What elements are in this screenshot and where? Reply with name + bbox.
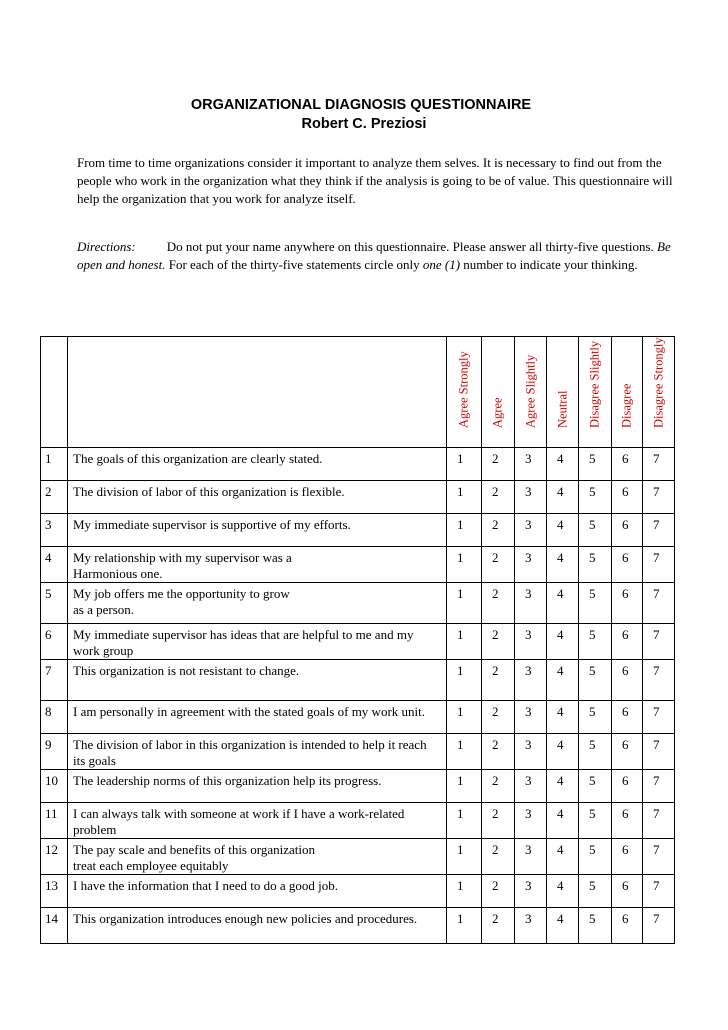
rating-option-cell[interactable]: [515, 448, 547, 481]
rating-option-value: 4: [557, 737, 564, 752]
question-number: 10: [41, 770, 68, 803]
rating-option-cell[interactable]: [643, 803, 675, 839]
rating-option-cell[interactable]: [515, 701, 547, 734]
rating-option-cell[interactable]: [482, 547, 515, 583]
rating-option-value: 6: [622, 663, 629, 678]
question-statement: [68, 701, 447, 734]
rating-option-value: 5: [589, 806, 596, 821]
rating-option-cell[interactable]: [579, 839, 612, 875]
question-row: [41, 660, 675, 701]
rating-option-cell[interactable]: [515, 908, 547, 944]
rating-option-value: 1: [457, 517, 464, 532]
statement-line: work group: [73, 643, 134, 658]
rating-option-value: 2: [492, 586, 499, 601]
question-statement: [68, 481, 447, 514]
document-author: Robert C. Preziosi: [301, 116, 427, 132]
rating-option-value: 7: [653, 704, 660, 719]
statement-line: My immediate supervisor is supportive of my efforts.: [73, 517, 351, 532]
rating-option-value: 4: [557, 842, 564, 857]
scale-header-cell: [547, 337, 579, 448]
rating-option-cell[interactable]: [447, 481, 482, 514]
rating-option-value: 2: [492, 517, 499, 532]
rating-option-cell[interactable]: [482, 481, 515, 514]
question-row: [41, 481, 675, 514]
questionnaire-table: [40, 336, 675, 944]
scale-header-label: Disagree Strongly: [651, 337, 665, 428]
rating-option-value: 2: [492, 737, 499, 752]
rating-option-value: 6: [622, 911, 629, 926]
rating-option-cell[interactable]: [643, 660, 675, 701]
rating-option-cell[interactable]: [482, 660, 515, 701]
rating-option-cell[interactable]: [515, 803, 547, 839]
question-statement: [68, 624, 447, 660]
statement-line: as a person.: [73, 602, 135, 617]
rating-option-cell[interactable]: [579, 770, 612, 803]
rating-option-value: 6: [622, 842, 629, 857]
rating-option-cell[interactable]: [643, 547, 675, 583]
intro-paragraph: From time to time organizations consider it important to analyze them selves. It is necessary to find out from the people who work in the organization what they think if the analysis is going to be of value. This questionnaire will help the organization that you work for analyze itself.: [77, 155, 673, 206]
rating-option-cell[interactable]: [612, 803, 643, 839]
rating-option-value: 7: [653, 451, 660, 466]
rating-option-cell[interactable]: [515, 875, 547, 908]
question-number: 4: [41, 547, 68, 583]
rating-option-value: 5: [589, 878, 596, 893]
rating-option-value: 3: [525, 663, 532, 678]
question-statement: [68, 514, 447, 547]
rating-option-value: 3: [525, 550, 532, 565]
rating-option-cell[interactable]: [447, 770, 482, 803]
rating-option-cell[interactable]: [579, 514, 612, 547]
rating-option-cell[interactable]: [643, 875, 675, 908]
scale-header-label: Disagree Slightly: [587, 340, 602, 428]
rating-option-cell[interactable]: [547, 908, 579, 944]
rating-option-cell[interactable]: [643, 908, 675, 944]
rating-option-cell[interactable]: [612, 624, 643, 660]
rating-option-value: 5: [589, 663, 596, 678]
question-number: 8: [41, 701, 68, 734]
directions-text-2: For each of the thirty-five statements circle only: [165, 257, 423, 272]
rating-option-value: 4: [557, 484, 564, 499]
rating-option-value: 7: [653, 773, 660, 788]
rating-option-value: 6: [622, 451, 629, 466]
rating-option-cell[interactable]: [447, 660, 482, 701]
rating-option-value: 1: [457, 773, 464, 788]
rating-option-cell[interactable]: [579, 908, 612, 944]
rating-option-cell[interactable]: [579, 624, 612, 660]
rating-option-value: 7: [653, 806, 660, 821]
question-number: 5: [41, 583, 68, 624]
rating-option-value: 4: [557, 517, 564, 532]
rating-option-cell[interactable]: [547, 624, 579, 660]
rating-option-value: 6: [622, 550, 629, 565]
rating-option-value: 2: [492, 704, 499, 719]
rating-option-value: 5: [589, 627, 596, 642]
rating-option-cell[interactable]: [515, 514, 547, 547]
statement-line: The leadership norms of this organization help its progress.: [73, 773, 382, 788]
directions-emphasis-1: Be open and honest.: [77, 239, 671, 272]
statement-line: The division of labor of this organization is flexible.: [73, 484, 345, 499]
rating-option-cell[interactable]: [612, 481, 643, 514]
rating-option-value: 7: [653, 550, 660, 565]
rating-option-cell[interactable]: [515, 624, 547, 660]
rating-option-cell[interactable]: [482, 701, 515, 734]
rating-option-value: 4: [557, 627, 564, 642]
rating-option-cell[interactable]: [547, 734, 579, 770]
rating-option-cell[interactable]: [447, 624, 482, 660]
question-statement: [68, 734, 447, 770]
rating-option-cell[interactable]: [547, 660, 579, 701]
rating-option-cell[interactable]: [515, 547, 547, 583]
rating-option-cell[interactable]: [515, 734, 547, 770]
rating-option-value: 1: [457, 451, 464, 466]
rating-option-cell[interactable]: [447, 701, 482, 734]
rating-option-cell[interactable]: [547, 448, 579, 481]
rating-option-value: 7: [653, 627, 660, 642]
scale-header-label: Disagree: [619, 383, 634, 428]
question-number: 14: [41, 908, 68, 944]
directions-label: Directions:: [77, 239, 136, 254]
rating-option-value: 4: [557, 704, 564, 719]
rating-option-value: 7: [653, 484, 660, 499]
rating-option-value: 2: [492, 451, 499, 466]
rating-option-cell[interactable]: [447, 908, 482, 944]
rating-option-cell[interactable]: [515, 839, 547, 875]
statement-line: This organization introduces enough new policies and procedures.: [73, 911, 418, 926]
rating-option-cell[interactable]: [547, 875, 579, 908]
rating-option-value: 4: [557, 911, 564, 926]
rating-option-cell[interactable]: [579, 660, 612, 701]
rating-option-cell[interactable]: [612, 839, 643, 875]
rating-option-value: 5: [589, 737, 596, 752]
scale-header-cell: [447, 337, 482, 448]
questionnaire-body: [41, 337, 675, 944]
statement-line: Harmonious one.: [73, 566, 163, 581]
rating-option-value: 3: [525, 484, 532, 499]
header-statement-cell: [68, 337, 447, 448]
rating-option-value: 4: [557, 663, 564, 678]
question-number: 11: [41, 803, 68, 839]
rating-option-cell[interactable]: [612, 547, 643, 583]
rating-option-value: 7: [653, 878, 660, 893]
question-statement: [68, 770, 447, 803]
scale-header-row: [41, 337, 675, 448]
question-statement: [68, 803, 447, 839]
rating-option-cell[interactable]: [482, 514, 515, 547]
statement-line: I can always talk with someone at work if I have a work-related: [73, 806, 405, 821]
question-row: [41, 514, 675, 547]
directions-text-3: number to indicate your thinking.: [460, 257, 638, 272]
question-statement: [68, 908, 447, 944]
rating-option-cell[interactable]: [612, 660, 643, 701]
rating-option-cell[interactable]: [579, 583, 612, 624]
rating-option-value: 1: [457, 627, 464, 642]
statement-line: I have the information that I need to do a good job.: [73, 878, 338, 893]
rating-option-value: 3: [525, 806, 532, 821]
rating-option-value: 3: [525, 451, 532, 466]
rating-option-value: 4: [557, 773, 564, 788]
rating-option-cell[interactable]: [547, 839, 579, 875]
statement-line: My immediate supervisor has ideas that are helpful to me and my: [73, 627, 414, 642]
question-number: 2: [41, 481, 68, 514]
rating-option-value: 7: [653, 663, 660, 678]
rating-option-cell[interactable]: [612, 770, 643, 803]
rating-option-value: 5: [589, 773, 596, 788]
rating-option-value: 5: [589, 517, 596, 532]
rating-option-cell[interactable]: [547, 547, 579, 583]
rating-option-value: 3: [525, 911, 532, 926]
rating-option-value: 2: [492, 911, 499, 926]
rating-option-cell[interactable]: [515, 770, 547, 803]
rating-option-cell[interactable]: [612, 701, 643, 734]
rating-option-value: 6: [622, 806, 629, 821]
rating-option-value: 6: [622, 773, 629, 788]
rating-option-value: 1: [457, 806, 464, 821]
rating-option-value: 4: [557, 451, 564, 466]
rating-option-value: 7: [653, 842, 660, 857]
question-row: [41, 839, 675, 875]
question-number: 9: [41, 734, 68, 770]
rating-option-value: 4: [557, 806, 564, 821]
rating-option-cell[interactable]: [482, 734, 515, 770]
rating-option-cell[interactable]: [579, 481, 612, 514]
rating-option-value: 1: [457, 550, 464, 565]
rating-option-value: 2: [492, 773, 499, 788]
rating-option-value: 3: [525, 627, 532, 642]
rating-option-value: 7: [653, 737, 660, 752]
question-statement: [68, 547, 447, 583]
rating-option-value: 3: [525, 586, 532, 601]
rating-option-value: 6: [622, 737, 629, 752]
rating-option-value: 2: [492, 842, 499, 857]
rating-option-cell[interactable]: [579, 734, 612, 770]
scale-header-cell: [482, 337, 515, 448]
question-row: [41, 875, 675, 908]
rating-option-value: 4: [557, 586, 564, 601]
rating-option-cell[interactable]: [579, 448, 612, 481]
rating-option-cell[interactable]: [547, 803, 579, 839]
question-row: [41, 547, 675, 583]
statement-line: The pay scale and benefits of this organization: [73, 842, 315, 857]
statement-line: My job offers me the opportunity to grow: [73, 586, 290, 601]
scale-header-label: Agree Slightly: [523, 354, 537, 428]
rating-option-value: 6: [622, 586, 629, 601]
rating-option-cell[interactable]: [579, 547, 612, 583]
question-row: [41, 448, 675, 481]
rating-option-value: 2: [492, 806, 499, 821]
rating-option-cell[interactable]: [547, 481, 579, 514]
question-statement: [68, 875, 447, 908]
rating-option-cell[interactable]: [447, 547, 482, 583]
rating-option-value: 6: [622, 484, 629, 499]
question-row: [41, 908, 675, 944]
scale-header-cell: [612, 337, 643, 448]
rating-option-cell[interactable]: [612, 875, 643, 908]
rating-option-value: 3: [525, 842, 532, 857]
rating-option-value: 6: [622, 878, 629, 893]
rating-option-cell[interactable]: [643, 624, 675, 660]
rating-option-cell[interactable]: [482, 448, 515, 481]
rating-option-value: 6: [622, 517, 629, 532]
header-number-cell: [41, 337, 68, 448]
question-statement: [68, 660, 447, 701]
rating-option-value: 7: [653, 911, 660, 926]
rating-option-cell[interactable]: [447, 514, 482, 547]
rating-option-cell[interactable]: [612, 908, 643, 944]
rating-option-cell[interactable]: [547, 701, 579, 734]
rating-option-value: 4: [557, 550, 564, 565]
rating-option-cell[interactable]: [612, 583, 643, 624]
directions-text-1: Do not put your name anywhere on this questionnaire. Please answer all thirty-five questions.: [166, 239, 658, 254]
rating-option-value: 5: [589, 484, 596, 499]
rating-option-value: 3: [525, 517, 532, 532]
rating-option-value: 7: [653, 586, 660, 601]
rating-option-cell[interactable]: [612, 448, 643, 481]
rating-option-value: 3: [525, 704, 532, 719]
rating-option-value: 1: [457, 878, 464, 893]
rating-option-value: 2: [492, 484, 499, 499]
statement-line: treat each employee equitably: [73, 858, 229, 873]
rating-option-value: 1: [457, 842, 464, 857]
rating-option-value: 1: [457, 663, 464, 678]
scale-header-cell: [515, 337, 547, 448]
rating-option-cell[interactable]: [482, 908, 515, 944]
rating-option-cell[interactable]: [515, 583, 547, 624]
rating-option-cell[interactable]: [579, 701, 612, 734]
rating-option-value: 6: [622, 704, 629, 719]
rating-option-cell[interactable]: [447, 803, 482, 839]
rating-option-value: 5: [589, 586, 596, 601]
rating-option-value: 2: [492, 550, 499, 565]
rating-option-cell[interactable]: [447, 839, 482, 875]
question-statement: [68, 448, 447, 481]
rating-option-value: 1: [457, 586, 464, 601]
question-row: [41, 803, 675, 839]
rating-option-cell[interactable]: [643, 481, 675, 514]
rating-option-value: 3: [525, 773, 532, 788]
rating-option-cell[interactable]: [447, 583, 482, 624]
rating-option-cell[interactable]: [482, 803, 515, 839]
rating-option-value: 3: [525, 737, 532, 752]
rating-option-cell[interactable]: [482, 770, 515, 803]
statement-line: The division of labor in this organization is intended to help it reach: [73, 737, 427, 752]
rating-option-cell[interactable]: [643, 770, 675, 803]
rating-option-value: 5: [589, 550, 596, 565]
rating-option-value: 3: [525, 878, 532, 893]
rating-option-value: 5: [589, 704, 596, 719]
rating-option-value: 1: [457, 737, 464, 752]
rating-option-value: 5: [589, 451, 596, 466]
rating-option-cell[interactable]: [643, 448, 675, 481]
rating-option-cell[interactable]: [643, 734, 675, 770]
question-number: 6: [41, 624, 68, 660]
rating-option-value: 1: [457, 484, 464, 499]
statement-line: I am personally in agreement with the stated goals of my work unit.: [73, 704, 425, 719]
rating-option-cell[interactable]: [482, 839, 515, 875]
question-statement: [68, 839, 447, 875]
directions-paragraph: [77, 238, 697, 274]
rating-option-cell[interactable]: [482, 624, 515, 660]
question-number: 7: [41, 660, 68, 701]
rating-option-value: 2: [492, 878, 499, 893]
rating-option-cell[interactable]: [643, 583, 675, 624]
rating-option-value: 6: [622, 627, 629, 642]
rating-option-cell[interactable]: [612, 514, 643, 547]
scale-header-cell: [643, 337, 675, 448]
scale-header-label: Agree: [490, 397, 505, 428]
question-row: [41, 624, 675, 660]
document-title: ORGANIZATIONAL DIAGNOSIS QUESTIONNAIRE: [190, 97, 532, 113]
rating-option-cell[interactable]: [547, 583, 579, 624]
rating-option-cell[interactable]: [515, 481, 547, 514]
rating-option-cell[interactable]: [579, 875, 612, 908]
rating-option-cell[interactable]: [515, 660, 547, 701]
statement-line: problem: [73, 822, 117, 837]
rating-option-cell[interactable]: [482, 583, 515, 624]
scale-header-label: Neutral: [555, 390, 569, 428]
question-row: [41, 734, 675, 770]
statement-line: its goals: [73, 753, 116, 768]
question-number: 3: [41, 514, 68, 547]
rating-option-cell[interactable]: [547, 514, 579, 547]
question-statement: [68, 583, 447, 624]
directions-emphasis-2: one (1): [422, 257, 461, 272]
rating-option-value: 5: [589, 842, 596, 857]
rating-option-value: 2: [492, 627, 499, 642]
scale-header-cell: [579, 337, 612, 448]
rating-option-cell[interactable]: [447, 734, 482, 770]
rating-option-value: 1: [457, 911, 464, 926]
rating-option-cell[interactable]: [579, 803, 612, 839]
rating-option-cell[interactable]: [612, 734, 643, 770]
question-row: [41, 770, 675, 803]
rating-option-cell[interactable]: [643, 514, 675, 547]
rating-option-value: 5: [589, 911, 596, 926]
rating-option-cell[interactable]: [643, 701, 675, 734]
rating-option-cell[interactable]: [447, 875, 482, 908]
rating-option-value: 2: [492, 663, 499, 678]
question-number: 1: [41, 448, 68, 481]
statement-line: My relationship with my supervisor was a: [73, 550, 292, 565]
scale-header-label: Agree Strongly: [456, 351, 471, 428]
rating-option-cell[interactable]: [547, 770, 579, 803]
question-number: 13: [41, 875, 68, 908]
question-row: [41, 583, 675, 624]
question-number: 12: [41, 839, 68, 875]
rating-option-cell[interactable]: [447, 448, 482, 481]
statement-line: This organization is not resistant to change.: [73, 663, 300, 678]
rating-option-value: 4: [557, 878, 564, 893]
rating-option-cell[interactable]: [482, 875, 515, 908]
question-row: [41, 701, 675, 734]
rating-option-value: 7: [653, 517, 660, 532]
rating-option-value: 1: [457, 704, 464, 719]
rating-option-cell[interactable]: [643, 839, 675, 875]
statement-line: The goals of this organization are clearly stated.: [73, 451, 323, 466]
